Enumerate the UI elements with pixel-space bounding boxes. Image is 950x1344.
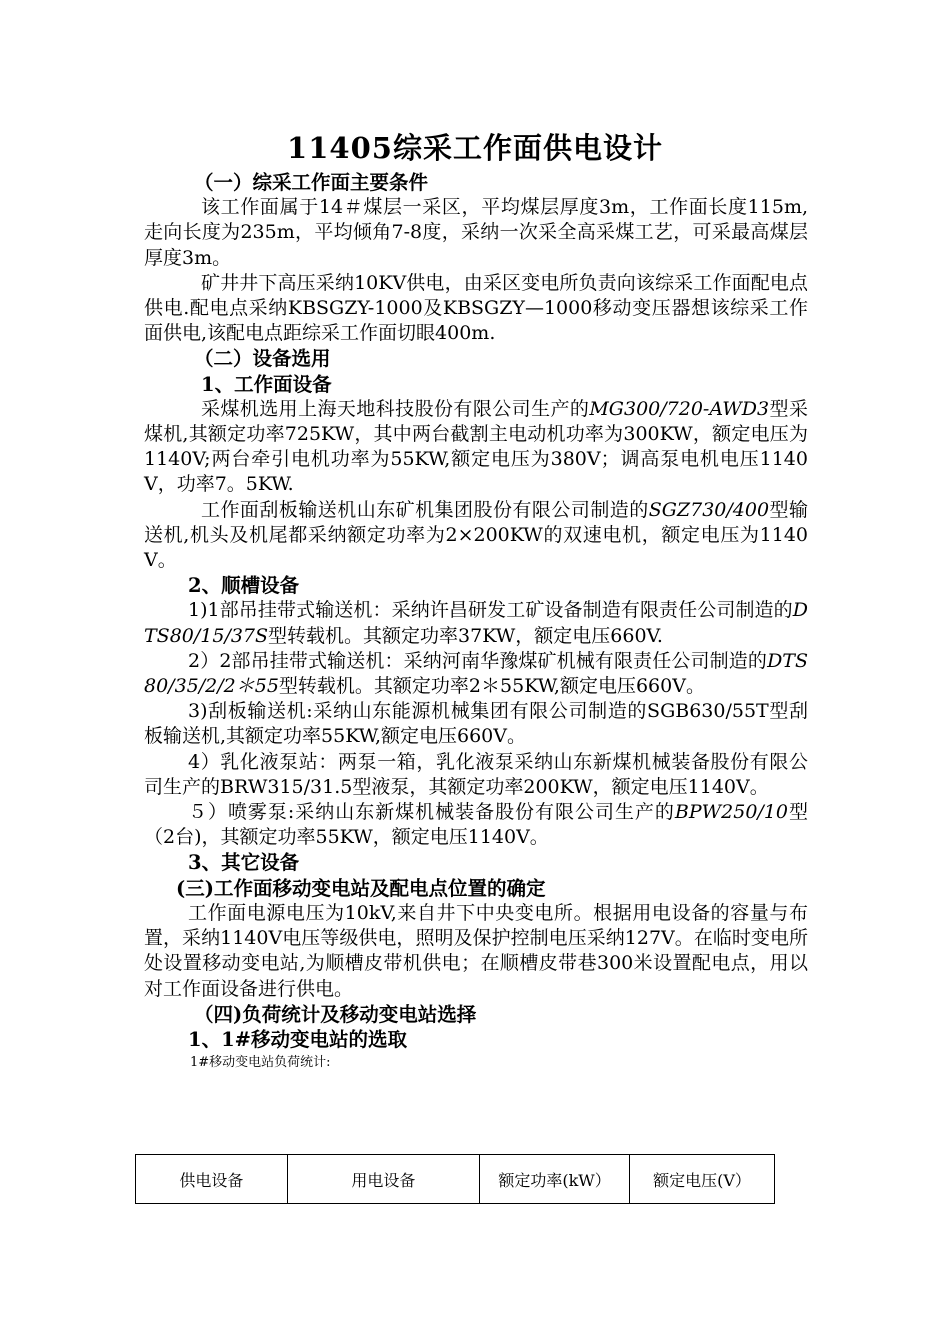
conveyor-model: SGZ730/400 [648,498,770,521]
item2-text-post: 型转载机。其额定功率2＊55KW,额定电压660V。 [278,675,705,698]
section1-paragraph-2: 矿井井下高压采纳10KV供电，由采区变电所负责向该综采工作面配电点供电.配电点采纳KBSGZY-1000及KBSGZY—1000移动变压器想该综采工作面供电,该配电点距综采工作面切眼400m. [144,271,808,345]
section4-heading: （四)负荷统计及移动变电站选择 [194,1002,477,1026]
document-title: 11405综采工作面供电设计 [287,131,663,165]
roadway-item-1 [144,598,808,648]
shearer-paragraph [144,397,808,498]
section1-paragraph-1: 该工作面属于14＃煤层一采区，平均煤层厚度3m，工作面长度115m,走向长度为235m，平均倾角7-8度，采纳一次采全高采煤工艺，可采最高煤层厚度3m。 [144,196,808,269]
load-statistics-label: 1#移动变电站负荷统计: [190,1055,331,1071]
item1-text-post: 型转载机。其额定功率37KW，额定电压660V. [268,624,663,647]
item1-model: DTS80/15/37S [144,599,808,647]
section3-paragraph: 工作面电源电压为10kV,来自井下中央变电所。根据用电设备的容量与布置，采纳1140V电压等级供电，照明及保护控制电压采纳127V。在临时变电所处设置移动变电站,为顺槽皮带机供电；在顺槽皮带巷300米设置配电点，用以对工作面设备进行供电。 [144,901,808,1000]
section3-heading: (三)工作面移动变电站及配电点位置的确定 [176,876,546,900]
roadway-item-3: 3)刮板输送机:采纳山东能源机械集团有限公司制造的SGB630/55T型刮板输送机,其额定功率55KW,额定电压660V。 [144,700,808,748]
shearer-text-post: 型采煤机,其额定功率725KW，其中两台截割主电动机功率为300KW，额定电压为1140V;两台牵引电机功率为55KW,额定电压为380V；调高泵电机电压1140V，功率7。5KW. [144,397,808,496]
item1-text-pre: 1)1部吊挂带式输送机：采纳许昌研发工矿设备制造有限责任公司制造的 [188,599,793,622]
header-power-supply-device: 供电设备 [136,1155,288,1204]
roadway-item-2 [144,649,808,699]
section2-heading: （二）设备选用 [194,347,331,371]
section4-sub1-heading: 1、1#移动变电站的选取 [188,1027,407,1051]
conveyor-text-pre: 工作面刮板输送机山东矿机集团股份有限公司制造的 [201,498,649,521]
load-statistics-table [135,1154,775,1204]
header-rated-voltage: 额定电压(V） [630,1155,775,1204]
shearer-model: MG300/720-AWD3 [589,397,770,420]
section1-heading: （一）综采工作面主要条件 [194,171,429,194]
roadway-item-4: 4）乳化液泵站：两泵一箱，乳化液泵采纳山东新煤机械装备股份有限公司生产的BRW315/31.5型液泵，其额定功率200KW，额定电压1140V。 [144,750,808,798]
table-header-row [136,1155,775,1204]
conveyor-paragraph [144,498,808,574]
header-rated-power: 额定功率(kW） [480,1155,630,1204]
section2-sub2-heading: 2、顺槽设备 [188,574,300,598]
shearer-text-pre: 采煤机选用上海天地科技股份有限公司生产的 [201,397,590,420]
conveyor-text-post: 型输送机,机头及机尾都采纳额定功率为2×200KW的双速电机，额定电压为1140V。 [144,498,808,572]
item5-text-post: 型（2台)，其额定功率55KW，额定电压1140V。 [144,801,808,849]
item5-text-pre: ５）喷雾泵:采纳山东新煤机械装备股份有限公司生产的 [188,801,675,824]
section2-sub3-heading: 3、其它设备 [188,851,300,875]
section2-sub1-heading: 1、工作面设备 [201,372,332,396]
document-body [144,170,808,1074]
roadway-item-5 [144,800,808,850]
item5-model: BPW250/10 [674,801,789,824]
item2-text-pre: 2）2部吊挂带式输送机：采纳河南华豫煤矿机械有限责任公司制造的 [188,649,768,672]
header-consumer-device: 用电设备 [287,1155,479,1204]
item2-model: DTS80/35/2/2＊55 [144,649,808,698]
